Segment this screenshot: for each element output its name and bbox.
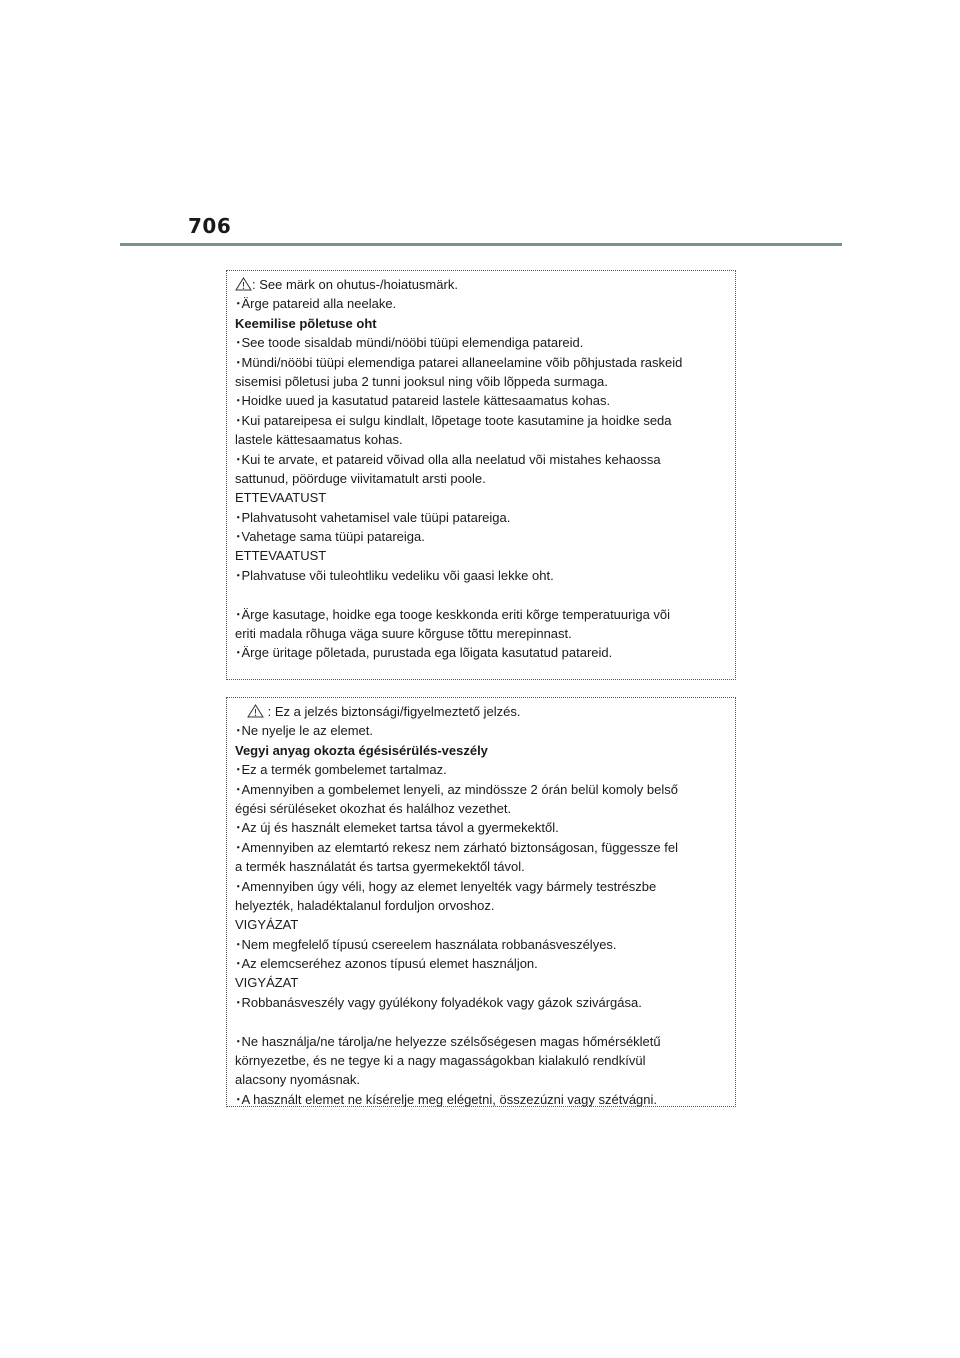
text-line: ･Amennyiben a gombelemet lenyeli, az mindössze 2 órán belül komoly belső bbox=[235, 781, 678, 797]
text-line: ･Amennyiben az elemtartó rekesz nem zárható biztonságosan, függessze fel bbox=[235, 839, 678, 855]
text-line: ･Ärge üritage põletada, purustada ega lõigata kasutatud patareid. bbox=[235, 645, 613, 661]
symbol-description: : See märk on ohutus-/hoiatusmärk. bbox=[252, 277, 458, 292]
section-heading: Vegyi anyag okozta égésisérülés-veszély bbox=[235, 742, 488, 758]
text-line: ･Ärge patareid alla neelake. bbox=[235, 296, 397, 312]
section-heading: Keemilise põletuse oht bbox=[235, 315, 377, 331]
warning-triangle-icon bbox=[247, 704, 264, 718]
text-line: ･Mündi/nööbi tüüpi elemendiga patarei allaneelamine võib põhjustada raskeid bbox=[235, 354, 683, 370]
hungarian-lines bbox=[235, 721, 727, 1109]
text-line: alacsony nyomásnak. bbox=[235, 1072, 361, 1088]
hungarian-warning-box bbox=[226, 697, 736, 1107]
text-line: helyezték, haladéktalanul forduljon orvoshoz. bbox=[235, 897, 495, 913]
text-line: ･Nem megfelelő típusú csereelem használata robbanásveszélyes. bbox=[235, 936, 617, 952]
text-line: ･Kui patareipesa ei sulgu kindlalt, lõpetage toote kasutamine ja hoidke seda bbox=[235, 412, 672, 428]
text-line: ･Kui te arvate, et patareid võivad olla alla neelatud või mistahes kehaossa bbox=[235, 451, 661, 467]
symbol-line bbox=[235, 275, 727, 294]
text-line: ･Ne nyelje le az elemet. bbox=[235, 723, 374, 739]
text-line bbox=[235, 585, 727, 604]
text-line: ･Ez a termék gombelemet tartalmaz. bbox=[235, 762, 447, 778]
text-line: ETTEVAATUST bbox=[235, 548, 327, 564]
estonian-warning-box bbox=[226, 270, 736, 680]
text-line: ･See toode sisaldab mündi/nööbi tüüpi elemendiga patareid. bbox=[235, 335, 584, 351]
text-line: ･Ne használja/ne tárolja/ne helyezze szélsőségesen magas hőmérsékletű bbox=[235, 1033, 661, 1049]
text-line: VIGYÁZAT bbox=[235, 917, 299, 933]
estonian-lines bbox=[235, 294, 727, 662]
text-line: ･Robbanásveszély vagy gyúlékony folyadékok vagy gázok szivárgása. bbox=[235, 994, 642, 1010]
text-line: sattunud, pöörduge viivitamatult arsti poole. bbox=[235, 470, 486, 486]
text-line: ･Hoidke uued ja kasutatud patareid lastele kättesaamatus kohas. bbox=[235, 393, 611, 409]
symbol-description: : Ez a jelzés biztonsági/figyelmeztető jelzés. bbox=[264, 704, 521, 719]
warning-triangle-icon bbox=[235, 277, 252, 291]
page-number: 706 bbox=[188, 214, 232, 238]
text-line: VIGYÁZAT bbox=[235, 975, 299, 991]
text-line: eriti madala rõhuga väga suure kõrguse tõttu merepinnast. bbox=[235, 626, 572, 642]
text-line: a termék használatát és tartsa gyermekektől távol. bbox=[235, 859, 525, 875]
text-line: ETTEVAATUST bbox=[235, 490, 327, 506]
symbol-line bbox=[235, 702, 727, 721]
text-line bbox=[235, 1012, 727, 1031]
text-line: ･A használt elemet ne kísérelje meg elégetni, összezúzni vagy szétvágni. bbox=[235, 1091, 658, 1107]
text-line: ･Plahvatuse või tuleohtliku vedeliku või gaasi lekke oht. bbox=[235, 567, 554, 583]
text-line: sisemisi põletusi juba 2 tunni jooksul ning võib lõppeda surmaga. bbox=[235, 373, 608, 389]
text-line: környezetbe, és ne tegye ki a nagy magasságokban kialakuló rendkívül bbox=[235, 1053, 646, 1069]
text-line: ･Plahvatusoht vahetamisel vale tüüpi patareiga. bbox=[235, 509, 511, 525]
text-line: ･Vahetage sama tüüpi patareiga. bbox=[235, 529, 425, 545]
text-line: ･Az új és használt elemeket tartsa távol a gyermekektől. bbox=[235, 820, 559, 836]
text-line: lastele kättesaamatus kohas. bbox=[235, 432, 403, 448]
header-divider bbox=[120, 243, 842, 246]
text-line: ･Amennyiben úgy véli, hogy az elemet lenyelték vagy bármely testrészbe bbox=[235, 878, 657, 894]
text-line: ･Az elemcseréhez azonos típusú elemet használjon. bbox=[235, 956, 538, 972]
text-line: ･Ärge kasutage, hoidke ega tooge keskkonda eriti kõrge temperatuuriga või bbox=[235, 606, 671, 622]
text-line: égési sérüléseket okozhat és halálhoz vezethet. bbox=[235, 800, 512, 816]
